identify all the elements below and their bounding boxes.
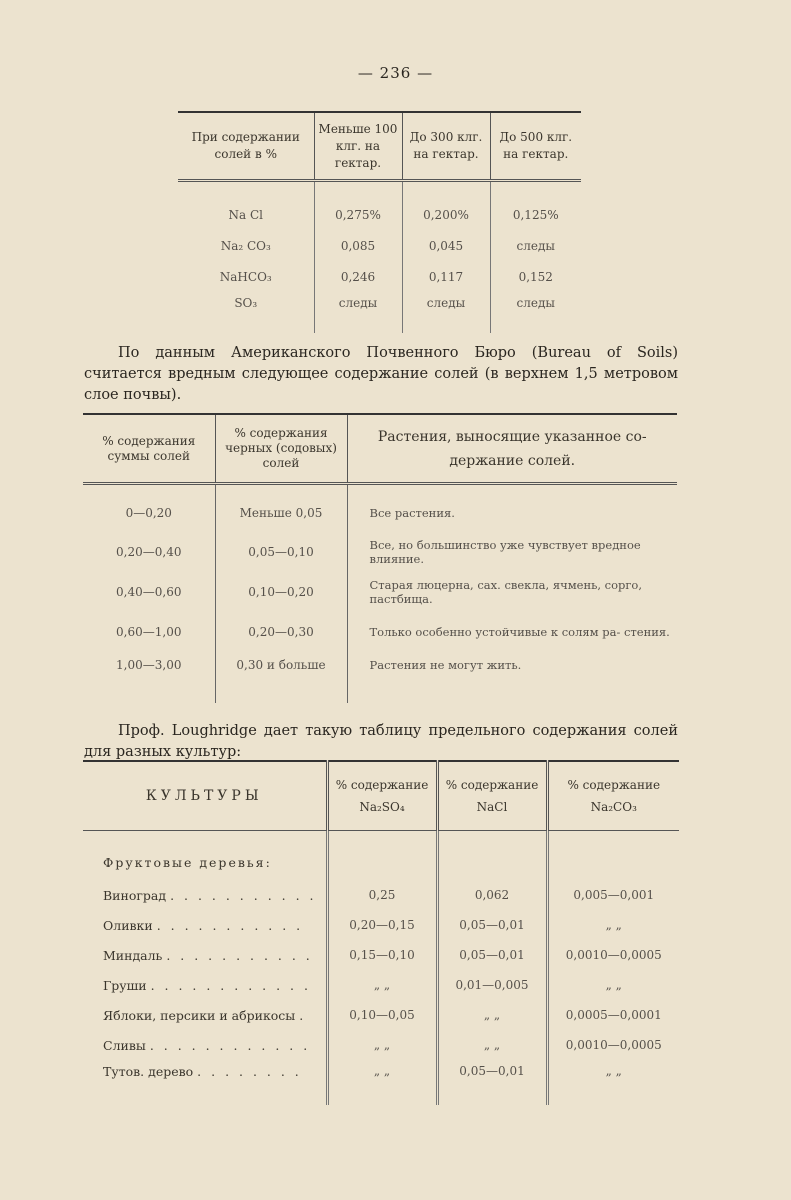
crop-name: Яблоки, персики и абрикосы . [103, 1007, 307, 1023]
salt-name: SO₃ [234, 296, 258, 310]
table-subheader-row [83, 831, 679, 881]
header-salt-content: При содержании солей в % [178, 112, 314, 181]
nacl-cell: 0,01—0,005 [437, 970, 547, 1000]
table-row [83, 1030, 679, 1060]
table-row [83, 1060, 679, 1105]
na2so4-cell: 0,15—0,10 [327, 940, 437, 970]
crop-name: Сливы . . . . . . . . . . . . [103, 1037, 311, 1053]
crop-name: Миндаль . . . . . . . . . . . [103, 947, 313, 963]
nacl-cell: 0,05—0,01 [437, 910, 547, 940]
crop-name: Виноград . . . . . . . . . . . [103, 887, 317, 903]
value-cell: следы [314, 292, 402, 333]
na2so4-cell: 0,25 [327, 880, 437, 910]
crop-name: Груши . . . . . . . . . . . . [103, 977, 311, 993]
sum-cell: 0,60—1,00 [116, 625, 182, 639]
value-cell: 0,246 [314, 261, 402, 292]
table-header-row [83, 414, 677, 484]
crop-name: Оливки . . . . . . . . . . . [103, 917, 304, 933]
value-cell: 0,200% [402, 181, 490, 231]
table-row [178, 292, 581, 333]
table-row [178, 261, 581, 292]
na2co3-cell: 0,0010—0,0005 [547, 940, 679, 970]
na2so4-cell: „ „ [327, 1030, 437, 1060]
page-number: — 236 — [357, 64, 434, 82]
fruit-trees-subheader: Фруктовые деревья: [103, 854, 272, 870]
plants-cell: Все, но большинство уже чувствует вредное влияние. [347, 532, 677, 572]
sum-cell: 0—0,20 [125, 506, 172, 520]
value-cell: 0,085 [314, 230, 402, 261]
header-up-to-500: До 500 клг. на гектар. [490, 112, 581, 181]
nacl-cell: „ „ [437, 1030, 547, 1060]
table-header-row [83, 761, 679, 831]
salt-name: NaHCO₃ [219, 269, 272, 284]
table-header-row [178, 112, 581, 181]
table-row [83, 940, 679, 970]
table-row [83, 532, 677, 572]
black-cell: 0,05—0,10 [215, 532, 347, 572]
na2co3-cell: 0,0010—0,0005 [547, 1030, 679, 1060]
na2co3-cell: „ „ [547, 1060, 679, 1105]
nacl-cell: „ „ [437, 1000, 547, 1030]
table-row [83, 880, 679, 910]
sum-cell: 0,40—0,60 [116, 585, 182, 599]
na2so4-cell: „ „ [327, 1060, 437, 1105]
table-row [83, 910, 679, 940]
na2so4-cell: 0,20—0,15 [327, 910, 437, 940]
table-row [83, 970, 679, 1000]
sum-cell: 0,20—0,40 [116, 545, 182, 559]
na2so4-cell: 0,10—0,05 [327, 1000, 437, 1030]
black-cell: 0,30 и больше [215, 652, 347, 703]
plants-cell: Старая люцерна, сах. свекла, ячмень, сорго, пастбища. [347, 572, 677, 612]
table-row [83, 572, 677, 612]
na2so4-cell: „ „ [327, 970, 437, 1000]
harmful-salts-table [83, 413, 677, 703]
na2co3-cell: 0,005—0,001 [547, 880, 679, 910]
header-sum-salts: % содержания суммы солей [83, 414, 215, 484]
value-cell: 0,152 [490, 261, 581, 292]
header-less-100: Меньше 100 клг. на гектар. [314, 112, 402, 181]
table-row [83, 652, 677, 703]
value-cell: следы [490, 292, 581, 333]
black-cell: 0,20—0,30 [215, 612, 347, 652]
na2co3-cell: „ „ [547, 910, 679, 940]
plants-cell: Все растения. [347, 484, 677, 533]
value-cell: 0,125% [490, 181, 581, 231]
black-cell: Меньше 0,05 [215, 484, 347, 533]
plants-cell: Только особенно устойчивые к солям ра- стения. [347, 612, 677, 652]
table-row [178, 230, 581, 261]
black-cell: 0,10—0,20 [215, 572, 347, 612]
value-cell: 0,117 [402, 261, 490, 292]
table-row [83, 1000, 679, 1030]
crop-salt-limits-table [83, 760, 679, 1105]
header-nacl: % содержание NaCl [437, 761, 547, 831]
nacl-cell: 0,062 [437, 880, 547, 910]
sum-cell: 1,00—3,00 [116, 658, 182, 672]
salt-name: Na Cl [228, 207, 263, 222]
header-black-salts: % содержания черных (содовых) солей [215, 414, 347, 484]
header-up-to-300: До 300 клг. на гектар. [402, 112, 490, 181]
na2co3-cell: „ „ [547, 970, 679, 1000]
header-na2co3: % содержание Na₂CO₃ [547, 761, 679, 831]
salt-limits-table [178, 111, 581, 333]
value-cell: следы [402, 292, 490, 333]
table-row [83, 484, 677, 533]
value-cell: 0,275% [314, 181, 402, 231]
paragraph-bureau-of-soils: По данным Американского Почвенного Бюро (Bureau of Soils) считается вредным следующее содержание солей (в верхнем 1,5 метровом слое почвы). [84, 344, 678, 403]
header-plants: Растения, выносящие указанное со- держание солей. [347, 414, 677, 484]
nacl-cell: 0,05—0,01 [437, 1060, 547, 1105]
header-na2so4: % содержание Na₂SO₄ [327, 761, 437, 831]
paragraph-loughridge: Проф. Loughridge дает такую таблицу предельного содержания солей для разных культур: [84, 722, 678, 760]
value-cell: 0,045 [402, 230, 490, 261]
na2co3-cell: 0,0005—0,0001 [547, 1000, 679, 1030]
value-cell: следы [490, 230, 581, 261]
table-row [83, 612, 677, 652]
table-row [178, 181, 581, 231]
plants-cell: Растения не могут жить. [347, 652, 677, 703]
crop-name: Тутов. дерево . . . . . . . . [103, 1064, 302, 1079]
header-crops: КУЛЬТУРЫ [83, 761, 327, 831]
nacl-cell: 0,05—0,01 [437, 940, 547, 970]
salt-name: Na₂ CO₃ [220, 238, 271, 253]
